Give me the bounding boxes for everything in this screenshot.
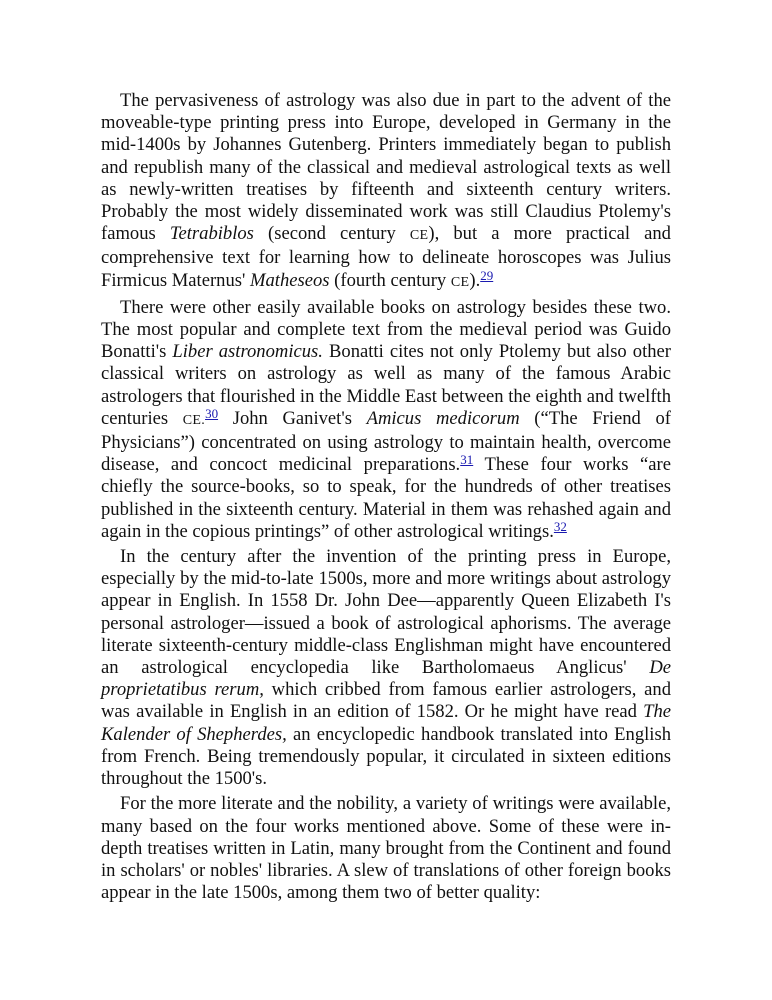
text-run: (“The Friend of Physicians”) concentrated on using astrology to maintain health, overcome disease, and concoct medicinal preparations. <box>101 407 671 476</box>
footnote-link-31[interactable]: 31 <box>460 452 474 468</box>
document-body <box>101 90 671 907</box>
footnote-link-29[interactable]: 29 <box>480 267 494 283</box>
paragraph-3 <box>101 546 671 790</box>
text-run: In the century after the invention of the printing press in Europe, especially by the mid-to-late 1500s, more and more writings about astrology appear in English. In 1558 Dr. John Dee—apparently Queen Elizabeth I's personal astrologer—issued a book of astrological aphorisms. The average literate sixteenth-century middle-class Englishman might have encountered an astrological encyclopedia like Bartholomaeus Anglicus' <box>101 546 671 679</box>
text-run: (fourth century <box>329 269 451 291</box>
text-run: These four works “are chiefly the source-books, so to speak, for the hundreds of other treatises published in the sixteenth century. Material in them was rehashed again and again in the copious printings” of other astrological writings. <box>101 454 671 542</box>
text-run: John Ganivet's <box>218 407 367 429</box>
text-run: There were other easily available books on astrology besides these two. The most popular and complete text from the medieval period was Guido Bonatti's <box>101 296 671 363</box>
book-title: The Kalender of Shepherdes, <box>101 701 671 745</box>
era-abbrev: CE. <box>182 412 206 428</box>
book-title: Tetrabiblos <box>169 223 254 245</box>
paragraph-2 <box>101 297 671 543</box>
era-abbrev: CE <box>409 228 429 244</box>
text-run: which cribbed from famous earlier astrologers, and was available in English in an edition of 1582. Or he might have read <box>101 679 671 723</box>
book-title: Amicus medicorum <box>366 407 520 429</box>
text-run: The pervasiveness of astrology was also due in part to the advent of the moveable-type printing press into Europe, developed in Germany in the mid-1400s by Johannes Gutenberg. Printers immediately began to publish and republish many of the classical and medieval astrological texts as well as newly-written treatises by fifteenth and sixteenth century writers. Probably the most widely disseminated work was still Claudius Ptolemy's famous <box>101 90 671 245</box>
book-title: Matheseos <box>250 269 330 291</box>
text-run: For the more literate and the nobility, a variety of writings were available, many based on the four works mentioned above. Some of these were in-depth treatises written in Latin, many brought from the Continent and found in scholars' or nobles' libraries. A slew of translations of other foreign books appear in the late 1500s, among them two of better quality: <box>101 793 671 904</box>
paragraph-1 <box>101 90 671 294</box>
paragraph-4 <box>101 793 671 904</box>
text-run: (second century <box>253 223 410 245</box>
footnote-link-30[interactable]: 30 <box>205 405 219 421</box>
text-run: Bonatti cites not only Ptolemy but also other classical writers on astrology as well as many of the famous Arabic astrologers that flourished in the Middle East between the eighth and twelfth centuries <box>101 341 671 429</box>
book-title: Liber astronomicus. <box>172 341 323 363</box>
text-run: ), but a more practical and comprehensive text for learning how to delineate horoscopes was Julius Firmicus Maternus' <box>101 223 671 291</box>
text-run: ). <box>469 269 481 291</box>
text-run: an encyclopedic handbook translated into English from French. Being tremendously popular, it circulated in sixteen editions throughout the 1500's. <box>101 723 671 790</box>
footnote-link-32[interactable]: 32 <box>553 518 567 534</box>
book-title: De proprietatibus rerum, <box>101 657 671 701</box>
era-abbrev: CE <box>450 274 470 290</box>
